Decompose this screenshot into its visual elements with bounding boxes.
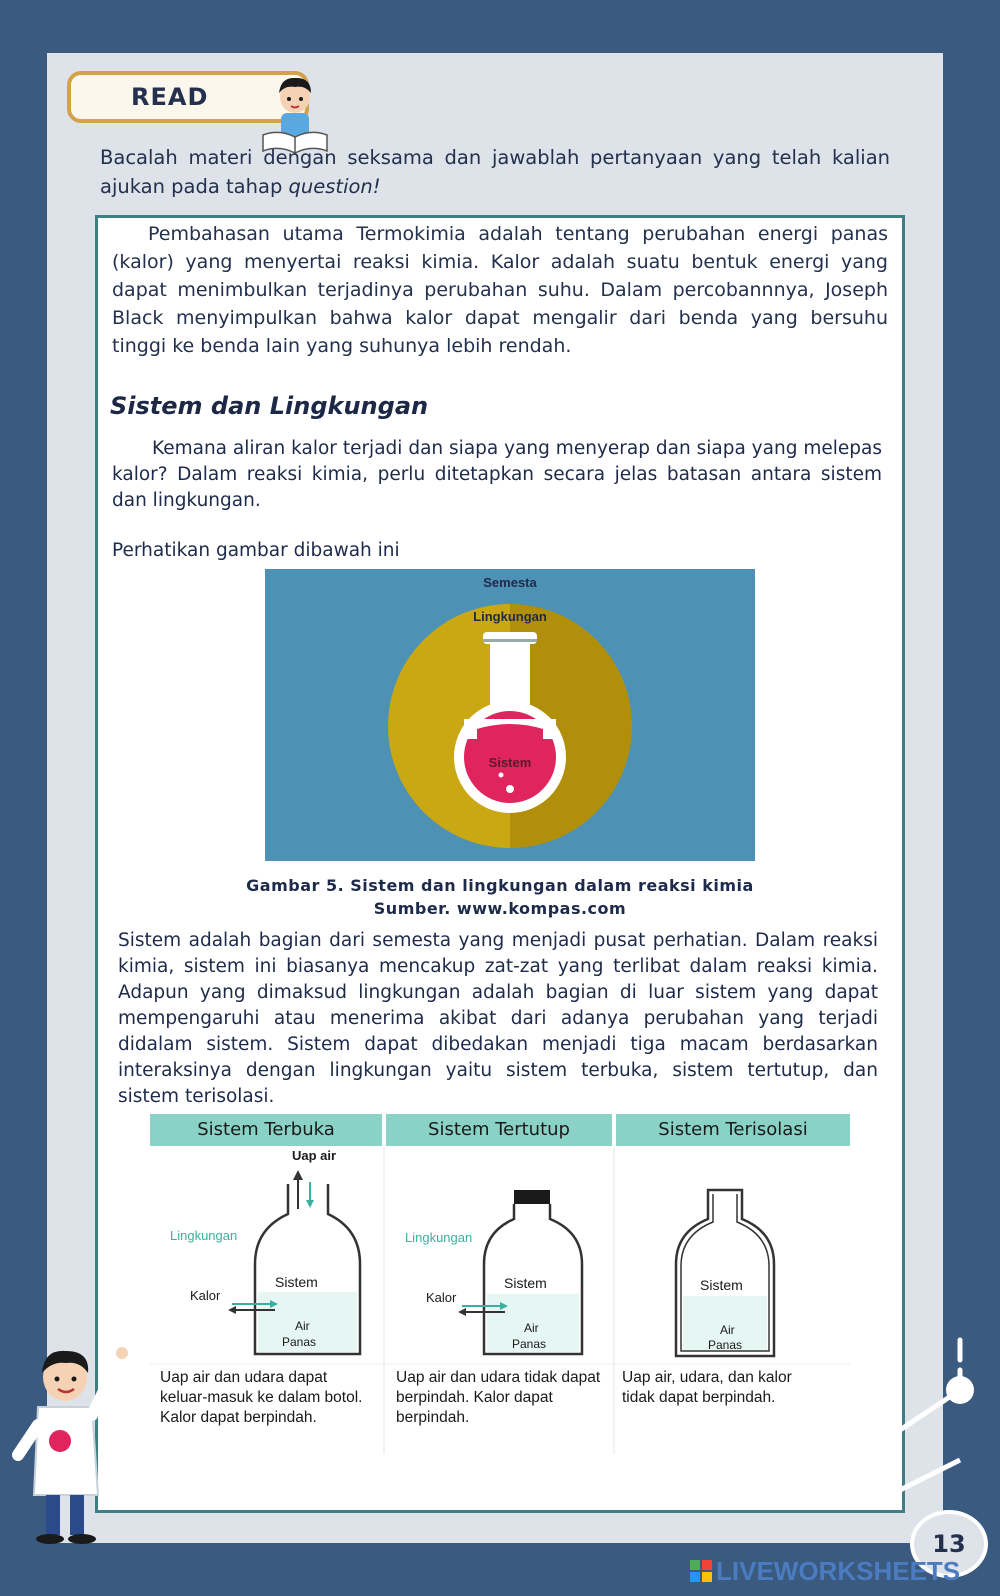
page-number: 13: [910, 1510, 988, 1578]
lingkungan-label-1: Lingkungan: [170, 1228, 238, 1243]
paragraph-perhatikan: Perhatikan gambar dibawah ini: [112, 540, 400, 561]
figure-jenis-sistem: [150, 1114, 850, 1454]
caption-source: Sumber. www.kompas.com: [373, 899, 627, 918]
paragraph-termokimia: Pembahasan utama Termokimia adalah tentang perubahan energi panas (kalor) yang menyertai reaksi kimia. Kalor adalah suatu bentuk energi yang dapat menimbulkan terjadinya perubahan suhu. Dalam percobannnya, Joseph Black menyimpulkan bahwa kalor dapat mengalir dari benda yang bersuhu tinggi ke benda lain yang suhunya lebih rendah.: [112, 223, 888, 357]
content-box: [95, 215, 905, 1513]
paragraph-sistem: Sistem adalah bagian dari semesta yang menjadi pusat perhatian. Dalam reaksi kimia, sistem ini biasanya mencakup zat-zat yang terlibat dalam reaksi kimia. Adapun yang dimaksud lingkungan adalah bagian di luar sistem yang dapat mempengaruhi atau menerima akibat dari adanya perubahan yang terjadi didalam sistem. Sistem dapat dibedakan menjadi tiga macam berdasarkan interaksinya dengan lingkungan yaitu sistem terbuka, sistem tertutup, dan sistem terisolasi.: [118, 930, 878, 1107]
lingkungan-label-2: Lingkungan: [405, 1230, 473, 1245]
sistem-label-2: Sistem: [504, 1275, 547, 1291]
air-label-1: Air: [295, 1319, 310, 1333]
air-label-2: Air: [524, 1321, 539, 1335]
air-label-3: Air: [720, 1323, 735, 1337]
liveworksheets-brand[interactable]: LIVEWORKSHEETS: [716, 1556, 961, 1586]
desc-sistem-tertutup: Uap air dan udara tidak dapat berpindah. Kalor dapat berpindah.: [396, 1369, 601, 1426]
intro-italic: question!: [288, 175, 381, 198]
read-badge: [67, 71, 309, 123]
liveworksheets-logo-icon: [690, 1560, 712, 1582]
worksheet-page: [47, 53, 943, 1543]
section-heading: Sistem dan Lingkungan: [110, 392, 429, 420]
paragraph-aliran-kalor: Kemana aliran kalor terjadi dan siapa yang menyerap dan siapa yang melepas kalor? Dalam reaksi kimia, perlu ditetapkan secara jelas batasan antara sistem dan lingkungan.: [112, 438, 882, 511]
header-sistem-terisolasi: Sistem Terisolasi: [616, 1114, 850, 1146]
molecule-decoration-icon: [900, 1330, 990, 1530]
figure-caption: [98, 874, 902, 920]
scientist-icon: [10, 1345, 140, 1555]
uap-air-label: Uap air: [292, 1148, 337, 1163]
header-sistem-terbuka: Sistem Terbuka: [150, 1114, 382, 1146]
desc-sistem-terbuka: Uap air dan udara dapat keluar-masuk ke dalam botol. Kalor dapat berpindah.: [160, 1369, 363, 1426]
figure-sistem-lingkungan: [265, 569, 755, 861]
sistem-label-1: Sistem: [275, 1274, 318, 1290]
panas-label-3: Panas: [708, 1338, 743, 1352]
desc-sistem-terisolasi: Uap air, udara, dan kalor tidak dapat berpindah.: [622, 1369, 792, 1406]
read-badge-label: READ: [131, 83, 209, 111]
sistem-label: Sistem: [488, 755, 532, 770]
intro-text: Bacalah materi dengan seksama dan jawablah pertanyaan yang telah kalian ajukan pada tahap: [100, 146, 890, 198]
semesta-label: Semesta: [483, 575, 537, 590]
panas-label-1: Panas: [282, 1335, 317, 1349]
kalor-label-1: Kalor: [190, 1288, 221, 1303]
kalor-label-2: Kalor: [426, 1290, 457, 1305]
caption-title: Gambar 5. Sistem dan lingkungan dalam reaksi kimia: [246, 876, 754, 895]
flask-diagram: [265, 569, 755, 861]
header-sistem-tertutup: Sistem Tertutup: [386, 1114, 612, 1146]
lingkungan-label: Lingkungan: [473, 609, 547, 624]
sistem-label-3: Sistem: [700, 1277, 743, 1293]
panas-label-2: Panas: [512, 1337, 547, 1351]
intro-instruction: [100, 143, 890, 201]
